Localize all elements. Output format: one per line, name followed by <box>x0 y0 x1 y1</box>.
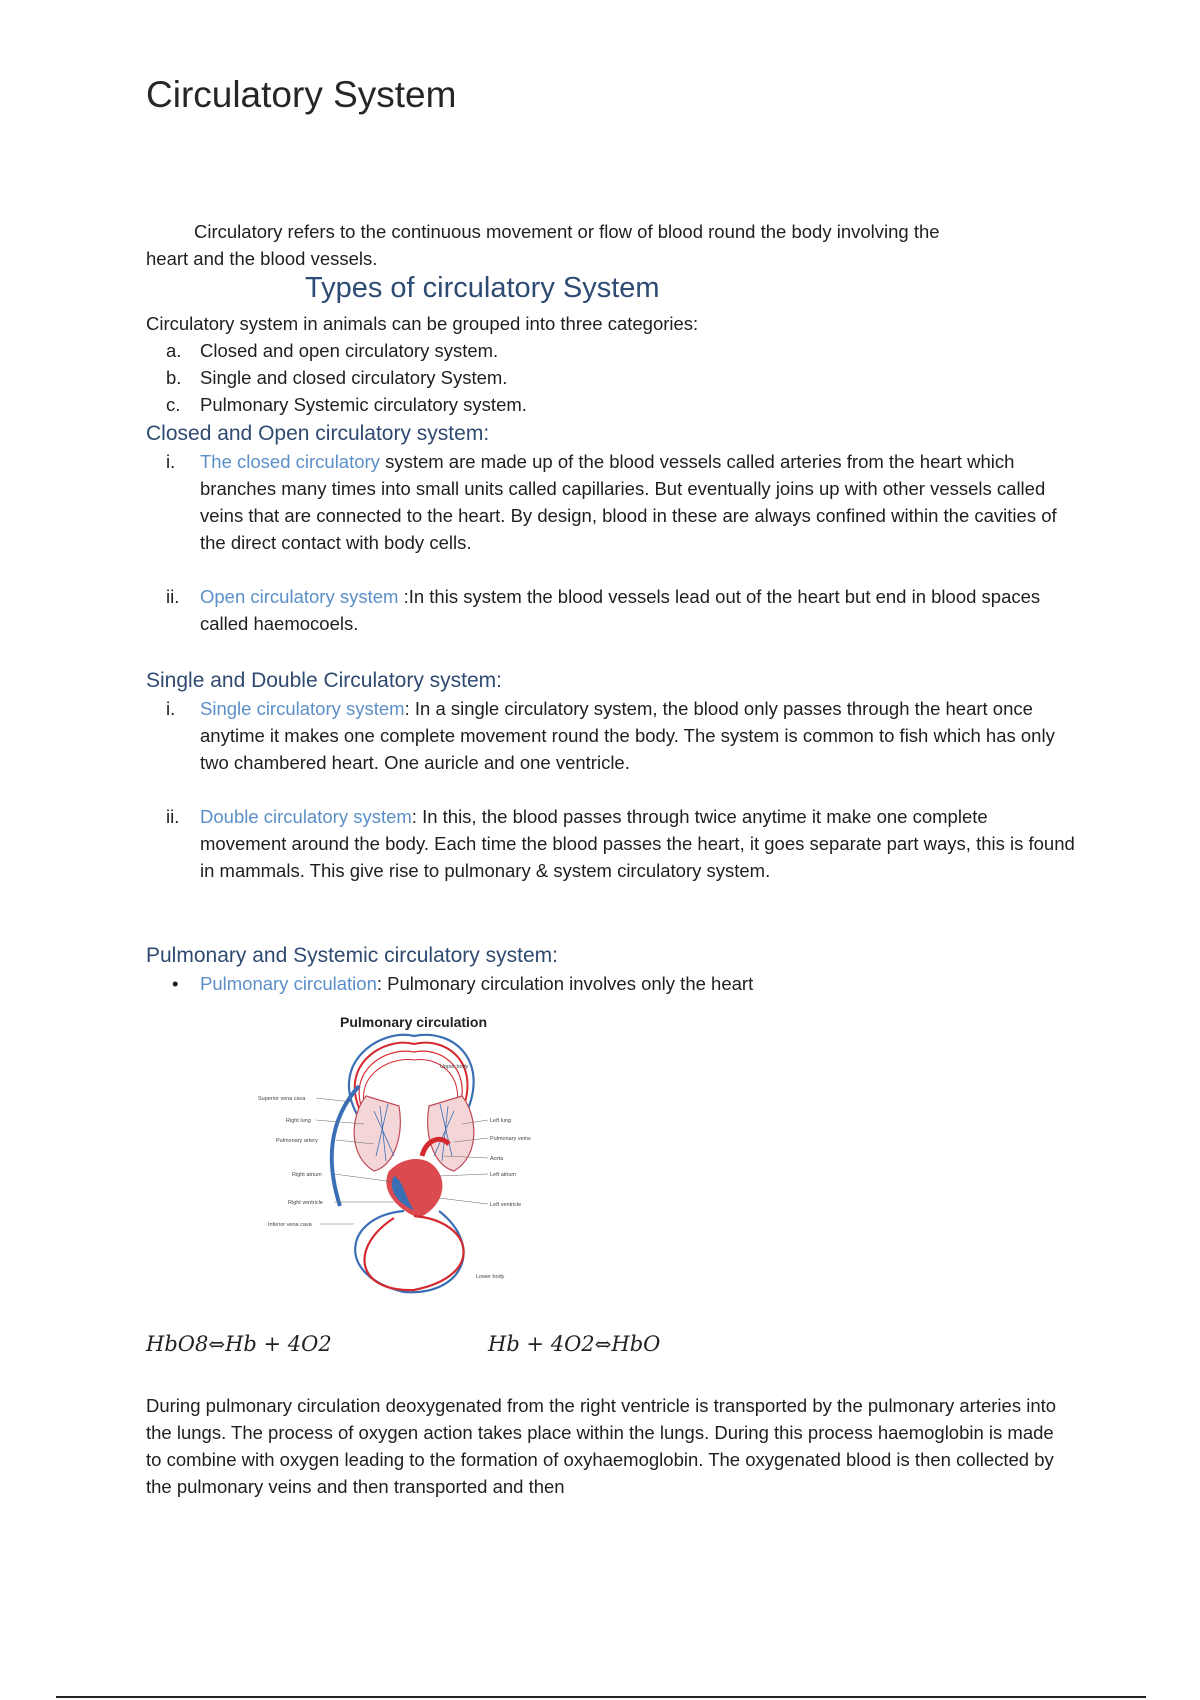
list-item <box>146 583 1076 637</box>
label-superior-vena-cava: Superior vena cava <box>258 1096 306 1102</box>
list-item <box>146 391 1076 418</box>
label-right-ventricle: Right ventricle <box>288 1200 323 1206</box>
circulation-diagram <box>254 1006 564 1306</box>
label-aorta: Aorta <box>490 1156 504 1162</box>
list-item-text: : In a single circulatory system, the blood only passes through the heart once anytime it makes one complete movement round the body. The system is common to fish which has only two chambered heart. One auricle and one ventricle. <box>200 698 1055 773</box>
intro-paragraph <box>146 218 1046 272</box>
closed-open-list <box>146 448 1076 637</box>
reversible-arrow-icon: ⇔ <box>594 1332 612 1356</box>
list-marker: i. <box>166 698 176 719</box>
reversible-arrow-icon: ⇔ <box>208 1332 226 1356</box>
list-item-text: Closed and open circulatory system. <box>200 340 499 361</box>
equation-right-rhs: HbO <box>611 1332 661 1356</box>
term-closed-circulatory: The closed circulatory <box>200 451 380 472</box>
list-item-text: Single and closed circulatory System. <box>200 367 508 388</box>
label-pulmonary-veins: Pulmonary veins <box>490 1136 531 1142</box>
lower-body-loop <box>355 1211 463 1292</box>
label-left-atrium: Left atrium <box>490 1172 516 1178</box>
types-heading: Types of circulatory System <box>305 272 660 304</box>
list-item-text: : In this, the blood passes through twice anytime it make one complete movement around the body. Each time the blood passes the heart, it goes separate part ways, this is found in mammals. This give rise to pulmonary & system circulatory system. <box>200 806 1075 881</box>
label-right-lung: Right lung <box>286 1118 311 1124</box>
page-title: Circulatory System <box>146 74 457 115</box>
pulmonary-circulation-figure <box>254 1006 564 1306</box>
pulmonary-bullets <box>146 970 1076 997</box>
term-double-circulatory: Double circulatory system <box>200 806 412 827</box>
list-item <box>146 337 1076 364</box>
types-list <box>146 337 1076 418</box>
label-left-ventricle: Left ventricle <box>490 1202 522 1208</box>
closed-open-heading: Closed and Open circulatory system: <box>146 422 490 445</box>
label-pulmonary-artery: Pulmonary artery <box>276 1138 318 1144</box>
list-marker: a. <box>166 340 182 361</box>
intro-line-1: Circulatory refers to the continuous movement or flow of blood round the body involving the <box>194 221 940 242</box>
list-item-text: : Pulmonary circulation involves only the heart <box>376 973 754 994</box>
single-double-heading: Single and Double Circulatory system: <box>146 669 502 692</box>
list-item <box>146 364 1076 391</box>
pulmonary-systemic-heading: Pulmonary and Systemic circulatory system: <box>146 944 558 967</box>
types-lead: Circulatory system in animals can be grouped into three categories: <box>146 313 699 334</box>
intro-line-2: heart and the blood vessels. <box>146 248 378 269</box>
spacer <box>146 776 1076 803</box>
pulmonary-systemic-section <box>146 942 1076 997</box>
term-open-circulatory: Open circulatory system <box>200 586 399 607</box>
list-item <box>146 448 1076 556</box>
list-item <box>146 695 1076 776</box>
list-marker: ii. <box>166 586 180 607</box>
types-section <box>146 310 1076 418</box>
equation-right-lhs: Hb + 4O2 <box>488 1332 595 1356</box>
list-item-text: Pulmonary Systemic circulatory system. <box>200 394 527 415</box>
list-item <box>146 970 1076 997</box>
list-marker: b. <box>166 367 182 388</box>
term-pulmonary-circulation: Pulmonary circulation <box>200 973 377 994</box>
list-marker: c. <box>166 394 181 415</box>
term-single-circulatory: Single circulatory system <box>200 698 405 719</box>
label-upper-body: Upper body <box>440 1064 469 1070</box>
equation-left-rhs: Hb + 4O2 <box>225 1332 332 1356</box>
list-item <box>146 803 1076 884</box>
label-right-atrium: Right atrium <box>292 1172 322 1178</box>
single-double-section <box>146 667 1076 884</box>
list-item-text: system are made up of the blood vessels called arteries from the heart which branches many times into small units called capillaries. But eventually joins up with other vessels called veins that are connected to the heart. By design, blood in these are always confined within the cavities of the direct contact with body cells. <box>200 451 1057 553</box>
list-item-text: :In this system the blood vessels lead out of the heart but end in blood spaces called haemocoels. <box>200 586 1041 634</box>
equation-right <box>488 1332 660 1356</box>
label-left-lung: Left lung <box>490 1118 512 1124</box>
closed-open-section <box>146 420 1076 637</box>
list-marker: ii. <box>166 806 180 827</box>
bullet-icon: • <box>172 973 179 994</box>
single-double-list <box>146 695 1076 884</box>
page-bottom-rule <box>56 1696 1146 1698</box>
equation-left-lhs: HbO8 <box>146 1332 209 1356</box>
equation-left <box>146 1332 332 1356</box>
list-marker: i. <box>166 451 176 472</box>
closing-paragraph: During pulmonary circulation deoxygenated from the right ventricle is transported by the pulmonary arteries into the lungs. The process of oxygen action takes place within the lungs. During this process haemoglobin is made to combine with oxygen leading to the formation of oxyhaemoglobin. The oxygenated blood is then collected by the pulmonary veins and then transported and then <box>146 1395 1057 1497</box>
label-inferior-vena-cava: Inferior vena cava <box>268 1222 312 1228</box>
figure-title: Pulmonary circulation <box>340 1014 488 1030</box>
label-lower-body: Lower body <box>476 1274 505 1280</box>
spacer <box>146 556 1076 583</box>
